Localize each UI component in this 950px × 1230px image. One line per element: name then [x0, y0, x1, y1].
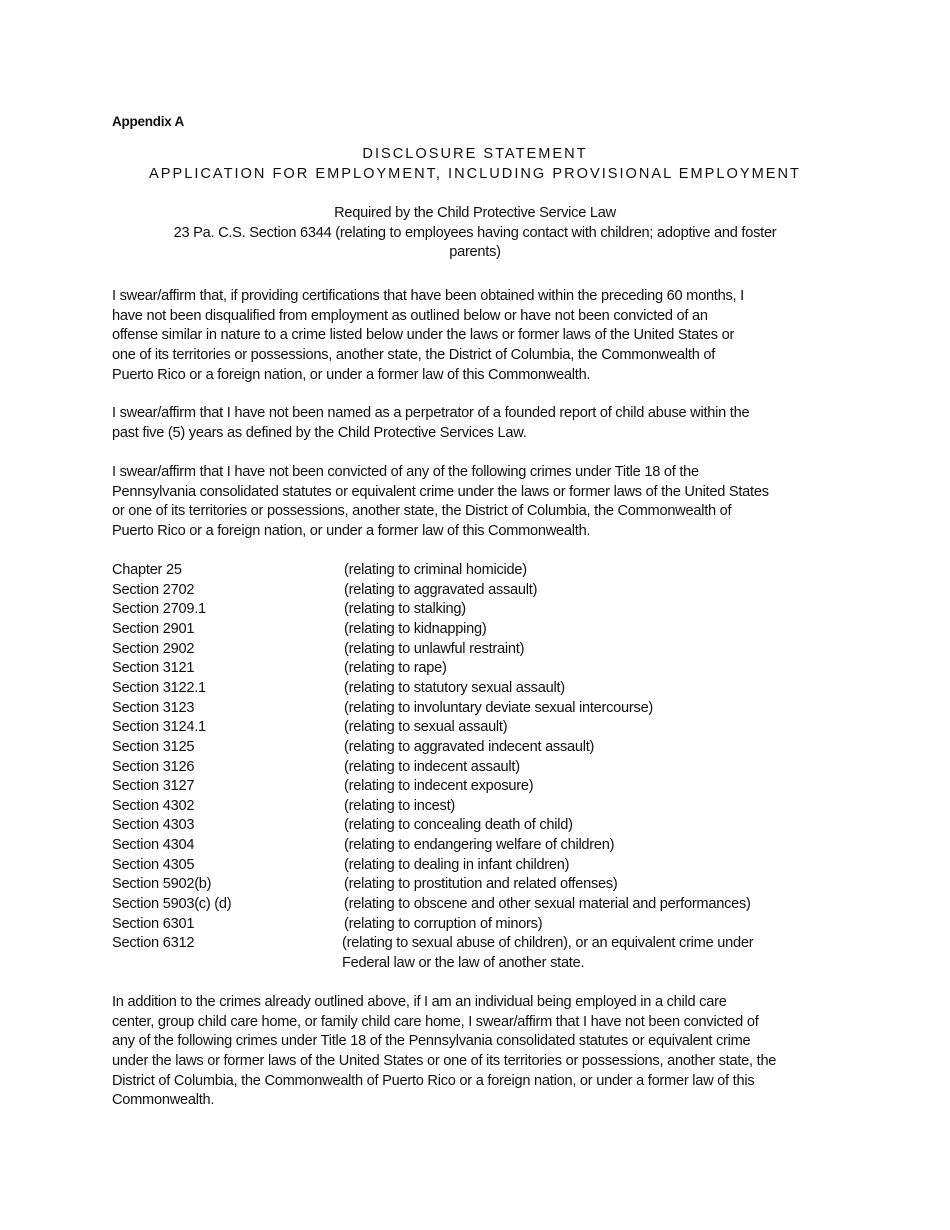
paragraph-4-line: Commonwealth.: [112, 1092, 215, 1109]
paragraph-3-line: Pennsylvania consolidated statutes or equivalent crime under the laws or former laws of the United States: [112, 483, 769, 500]
statute-reference-cont: parents): [449, 244, 501, 260]
paragraph-1-line: Puerto Rico or a foreign nation, or under a former law of this Commonwealth.: [112, 366, 591, 383]
paragraph-3-line: I swear/affirm that I have not been convicted of any of the following crimes under Title 18 of the: [112, 464, 699, 480]
paragraph-4-line: any of the following crimes under Title 18 of the Pennsylvania consolidated statutes or equivalent crime: [112, 1033, 751, 1050]
crime-section: Section 2902: [112, 640, 195, 657]
crime-description: (relating to sexual abuse of children), or an equivalent crime under: [342, 935, 754, 952]
crime-description: (relating to statutory sexual assault): [344, 679, 565, 696]
crime-section: Section 4302: [112, 797, 195, 814]
paragraph-4-line: District of Columbia, the Commonwealth of Puerto Rico or a foreign nation, or under a former law of this: [112, 1072, 755, 1089]
crime-description: (relating to endangering welfare of children): [344, 837, 615, 854]
crime-description: (relating to aggravated assault): [344, 581, 538, 598]
required-by: Required by the Child Protective Service Law: [334, 205, 616, 221]
crime-section: Section 3121: [112, 660, 195, 677]
crime-description: (relating to indecent exposure): [344, 778, 534, 795]
crime-description: (relating to sexual assault): [344, 719, 508, 736]
crime-description: (relating to incest): [344, 797, 455, 814]
crime-section: Section 5903(c) (d): [112, 896, 232, 913]
crime-description: (relating to indecent assault): [344, 758, 520, 775]
paragraph-1-line: have not been disqualified from employment as outlined below or have not been convicted of an: [112, 307, 708, 324]
crime-description: (relating to rape): [344, 660, 447, 677]
crime-section: Section 5902(b): [112, 876, 212, 893]
crime-section: Section 2709.1: [112, 601, 206, 618]
crime-description: (relating to criminal homicide): [344, 562, 527, 578]
crime-description: (relating to dealing in infant children): [344, 856, 570, 873]
crime-section: Section 3122.1: [112, 679, 206, 696]
crime-section: Section 3123: [112, 699, 195, 716]
crime-description: (relating to involuntary deviate sexual intercourse): [344, 699, 654, 716]
crime-description-cont: Federal law or the law of another state.: [342, 955, 585, 971]
paragraph-4-line: In addition to the crimes already outlined above, if I am an individual being employed in a child care: [112, 994, 727, 1010]
document-title: DISCLOSURE STATEMENT: [362, 146, 588, 162]
crime-section: Section 3125: [112, 738, 195, 755]
document-subtitle: APPLICATION FOR EMPLOYMENT, INCLUDING PROVISIONAL EMPLOYMENT: [149, 166, 801, 182]
paragraph-1-line: I swear/affirm that, if providing certifications that have been obtained within the preceding 60 months, I: [112, 288, 744, 304]
crime-section: Section 6312: [112, 935, 195, 952]
crime-description: (relating to kidnapping): [344, 620, 487, 637]
crime-section: Section 6301: [112, 915, 195, 932]
crime-section: Section 4303: [112, 817, 195, 834]
paragraph-3-line: or one of its territories or possessions, another state, the District of Columbia, the Commonwealth of: [112, 503, 732, 520]
paragraph-2-line: I swear/affirm that I have not been named as a perpetrator of a founded report of child abuse within the: [112, 405, 750, 421]
paragraph-1-line: one of its territories or possessions, another state, the District of Columbia, the Commonwealth of: [112, 346, 716, 363]
crime-description: (relating to aggravated indecent assault): [344, 738, 595, 755]
appendix-label: Appendix A: [112, 114, 185, 129]
crime-description: (relating to corruption of minors): [344, 915, 543, 932]
crime-section: Section 3126: [112, 758, 195, 775]
crime-description: (relating to prostitution and related offenses): [344, 876, 618, 893]
crime-section: Chapter 25: [112, 562, 182, 578]
statute-reference: 23 Pa. C.S. Section 6344 (relating to employees having contact with children; adoptive and foster: [173, 225, 777, 241]
crime-section: Section 3124.1: [112, 719, 206, 736]
paragraph-1-line: offense similar in nature to a crime listed below under the laws or former laws of the United States or: [112, 327, 735, 344]
paragraph-4-line: under the laws or former laws of the United States or one of its territories or possessions, another state, the: [112, 1052, 777, 1069]
crime-description: (relating to stalking): [344, 601, 466, 618]
paragraph-3-line: Puerto Rico or a foreign nation, or under a former law of this Commonwealth.: [112, 522, 591, 539]
crime-description: (relating to concealing death of child): [344, 817, 573, 834]
crime-description: (relating to obscene and other sexual material and performances): [344, 896, 751, 913]
paragraph-2-line: past five (5) years as defined by the Child Protective Services Law.: [112, 424, 527, 441]
crime-section: Section 3127: [112, 778, 195, 795]
crime-section: Section 4305: [112, 856, 195, 873]
crime-description: (relating to unlawful restraint): [344, 640, 525, 657]
paragraph-4-line: center, group child care home, or family child care home, I swear/affirm that I have not been convicted of: [112, 1013, 759, 1030]
crime-section: Section 2901: [112, 620, 195, 637]
crime-section: Section 4304: [112, 837, 195, 854]
crime-section: Section 2702: [112, 581, 195, 598]
